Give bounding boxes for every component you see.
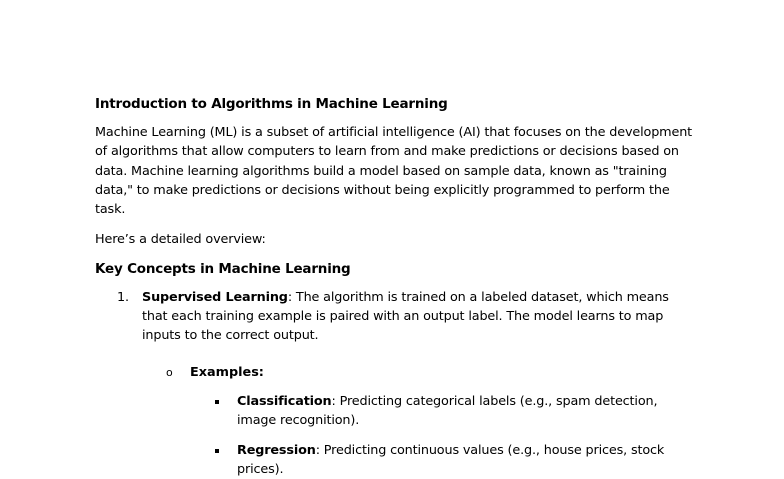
- document-body: [95, 96, 695, 479]
- numbered-list: [95, 288, 695, 479]
- list-number: 1.: [117, 289, 129, 305]
- square-bullet-icon: [215, 400, 219, 404]
- example-term: Classification: [237, 393, 332, 409]
- example-description: Predicting categorical labels (e.g., spam detection, image recognition).: [237, 393, 658, 429]
- example-separator: :: [315, 442, 320, 458]
- list-item-description: The algorithm is trained on a labeled dataset, which means that each training example is paired with an output label. The model learns to map inputs to the correct output.: [142, 289, 669, 344]
- overview-line: Here’s a detailed overview:: [95, 232, 266, 248]
- sub-list-item-examples: [95, 363, 695, 382]
- intro-paragraph: Machine Learning (ML) is a subset of artificial intelligence (AI) that focuses on the development of algorithms that allow computers to learn from and make predictions or decisions based on data. Machine learning algorithms build a model based on sample data, known as "training data," to make predictions or decisions without being explicitly programmed to perform the task.: [95, 125, 693, 218]
- sub-sub-list-item-regression: [95, 441, 695, 479]
- list-item-supervised-learning: [95, 288, 695, 346]
- list-item-term: Supervised Learning: [142, 289, 288, 305]
- example-term: Regression: [237, 442, 316, 458]
- example-separator: :: [331, 393, 336, 409]
- example-description: Predicting continuous values (e.g., house prices, stock prices).: [237, 442, 665, 477]
- list-item-separator: :: [287, 289, 292, 305]
- sub-sub-list-item-classification: [95, 392, 695, 431]
- section-heading: Key Concepts in Machine Learning: [95, 260, 351, 277]
- sub-list-bullet: o: [166, 365, 173, 379]
- sub-list-label: Examples:: [190, 364, 264, 380]
- document-title: Introduction to Algorithms in Machine Learning: [95, 96, 448, 112]
- square-bullet-icon: [215, 449, 219, 453]
